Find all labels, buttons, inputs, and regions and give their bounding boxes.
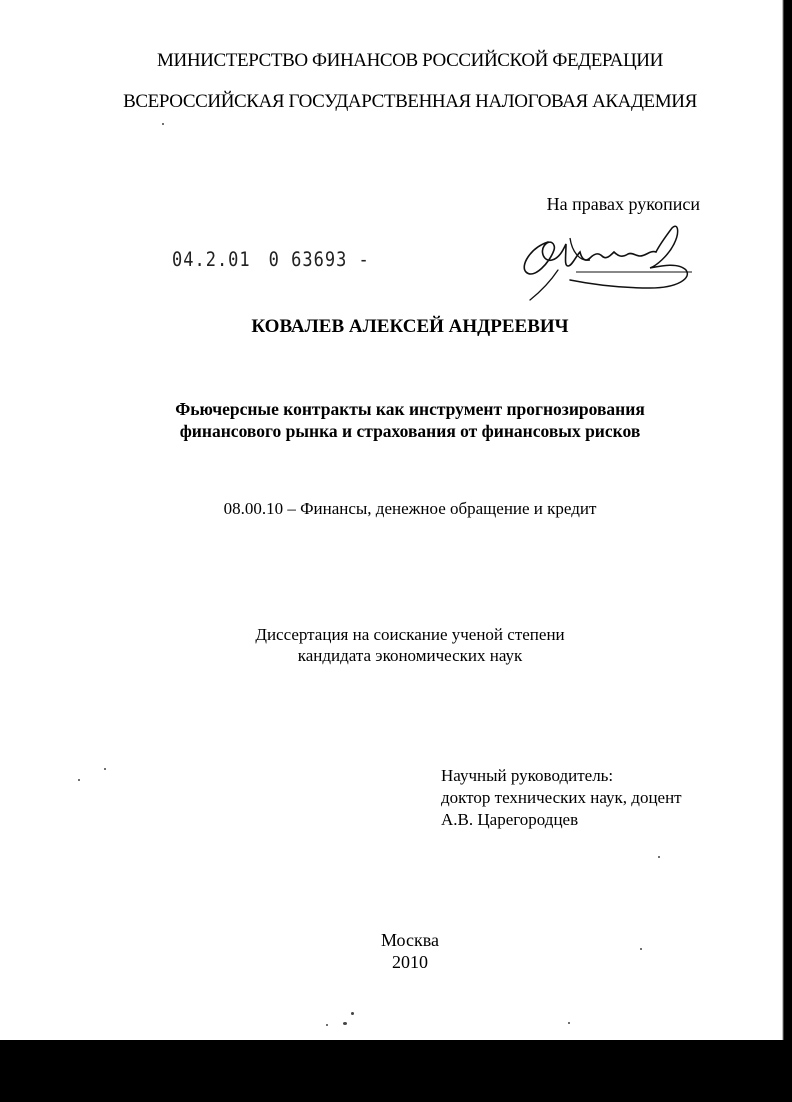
- scan-border-right: [774, 0, 792, 1102]
- scan-speck: [162, 123, 164, 125]
- stamp-number: 0 63693 -: [268, 248, 370, 272]
- scan-speck: [326, 1024, 328, 1026]
- city: Москва: [381, 930, 439, 950]
- academy-heading: ВСЕРОССИЙСКАЯ ГОСУДАРСТВЕННАЯ НАЛОГОВАЯ АКАДЕМИЯ: [123, 91, 697, 112]
- degree-statement: [0, 624, 792, 666]
- stamp-code: 04.2.01: [172, 248, 251, 272]
- supervisor-credentials: доктор технических наук, доцент: [441, 788, 682, 807]
- scan-speck: [104, 768, 106, 770]
- scan-speck: [658, 856, 660, 858]
- year: 2010: [392, 952, 428, 972]
- author-name: КОВАЛЕВ АЛЕКСЕЙ АНДРЕЕВИЧ: [251, 316, 569, 337]
- title-line-2: финансового рынка и страхования от финансовых рисков: [179, 421, 641, 441]
- title-line-1: Фьючерсные контракты как инструмент прогнозирования: [175, 399, 645, 419]
- supervisor-block: [441, 765, 682, 831]
- scan-speck: [640, 948, 642, 950]
- supervisor-name: А.В. Царегородцев: [441, 810, 579, 829]
- scan-speck: [351, 1012, 354, 1015]
- dissertation-title: [0, 398, 792, 442]
- degree-line-2: кандидата экономических наук: [297, 646, 523, 665]
- degree-line-1: Диссертация на соискание ученой степени: [255, 625, 565, 644]
- place-and-year: [0, 929, 792, 973]
- registration-stamp: [172, 249, 370, 272]
- scan-speck: [343, 1022, 347, 1025]
- ministry-heading: МИНИСТЕРСТВО ФИНАНСОВ РОССИЙСКОЙ ФЕДЕРАЦИИ: [157, 50, 663, 71]
- scan-speck: [568, 1022, 570, 1024]
- supervisor-label: Научный руководитель:: [441, 766, 614, 785]
- scan-border-bottom: [0, 1040, 792, 1102]
- author-signature: [510, 222, 700, 304]
- manuscript-rights-label: На правах рукописи: [546, 194, 700, 214]
- specialty-code: 08.00.10 – Финансы, денежное обращение и кредит: [223, 499, 597, 518]
- scan-speck: [78, 779, 80, 781]
